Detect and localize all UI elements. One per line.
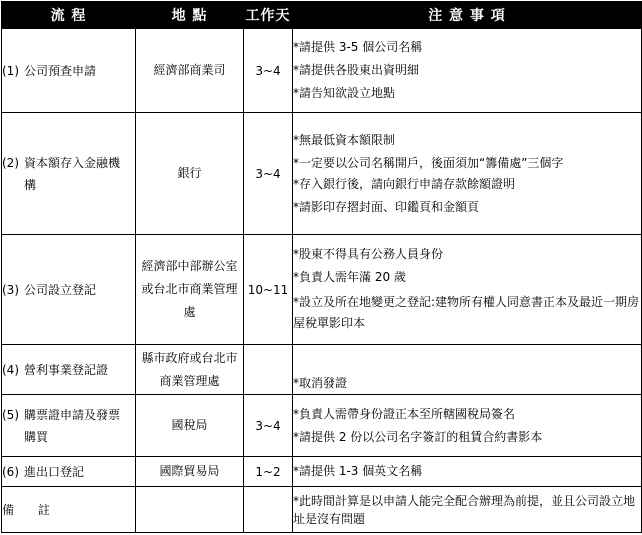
note-item: *負責人需帶身份證正本至所轄國稅局簽名 [293,406,516,421]
step-number: (1) [2,63,19,78]
header-row [2,2,642,29]
remark-label: 備 註 [2,487,136,533]
days-cell: 10~11 [244,235,293,345]
step-cell [2,345,136,395]
note-item: *請告知欲設立地點 [293,86,396,100]
location-cell: 經濟部中部辦公室或台北市商業管理處 [136,235,244,345]
step-number: (2) [2,155,19,170]
location-cell: 銀行 [136,113,244,235]
step-name: 營利事業登記證 [24,362,109,377]
table-row [2,395,642,457]
step-number: (6) [2,464,19,479]
step-cell [2,29,136,113]
step-name: 公司預查申請 [24,63,97,78]
note-item: *請提供 1-3 個英文名稱 [293,464,423,478]
table-row [2,113,642,235]
note-item: *取消發證 [293,376,348,390]
step-name: 進出口登記 [24,464,85,479]
location-cell: 國際貿易局 [136,457,244,487]
days-cell: 3~4 [244,113,293,235]
remark-empty-cell [244,487,293,533]
notes-cell [293,457,642,487]
step-cell [2,457,136,487]
table-row [2,457,642,487]
step-number: (5) [2,407,19,422]
note-item: *請影印存摺封面、印鑑頁和金額頁 [293,199,480,214]
days-cell [244,345,293,395]
remark-text: *此時間計算是以申請人能完全配合辦理為前提，並且公司設立地址是沒有問題 [293,487,642,533]
note-item: *負責人需年滿 20 歲 [293,269,406,284]
header-notes: 注 意 事 項 [293,2,642,29]
table-row [2,345,642,395]
step-number: (3) [2,282,19,297]
location-cell: 經濟部商業司 [136,29,244,113]
step-name: 資本額存入金融機構 [24,155,121,192]
table-row [2,29,642,113]
notes-cell [293,235,642,345]
note-item: *存入銀行後，請向銀行申請存款餘額證明 [293,176,516,191]
days-cell: 3~4 [244,29,293,113]
table-row [2,235,642,345]
step-cell [2,113,136,235]
note-item: *請提供 2 份以公司名字簽訂的租賃合約書影本 [293,429,543,444]
header-process: 流 程 [2,2,136,29]
note-item: *股東不得具有公務人員身份 [293,246,444,261]
note-item: *請提供各股東出資明細 [293,63,420,77]
location-cell: 國稅局 [136,395,244,457]
notes-cell [293,29,642,113]
header-location: 地 點 [136,2,244,29]
days-cell: 1~2 [244,457,293,487]
step-name: 購票證申請及發票購買 [24,407,121,444]
note-item: *無最低資本額限制 [293,132,396,147]
step-name: 公司設立登記 [24,282,97,297]
notes-cell [293,345,642,395]
note-item: *一定要以公司名稱開戶，後面須加“籌備處”三個字 [293,155,564,170]
process-table [1,1,642,533]
step-cell [2,235,136,345]
notes-cell [293,395,642,457]
step-cell [2,395,136,457]
remark-empty-cell [136,487,244,533]
header-days: 工作天 [244,2,293,29]
note-item: *設立及所在地變更之登記:建物所有權人同意書正本及最近一期房屋稅單影印本 [293,294,640,330]
days-cell: 3~4 [244,395,293,457]
notes-cell [293,113,642,235]
remark-row [2,487,642,533]
location-cell: 縣市政府或台北市商業管理處 [136,345,244,395]
step-number: (4) [2,362,19,377]
note-item: *請提供 3-5 個公司名稱 [293,40,423,54]
